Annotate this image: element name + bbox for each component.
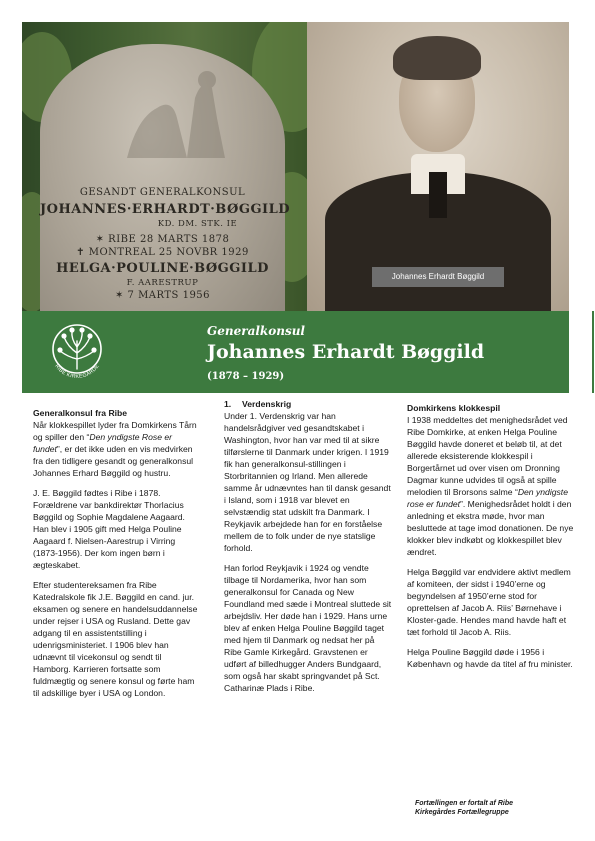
section-heading-world-war: 1. Verdenskrig	[224, 399, 292, 409]
title-banner	[22, 311, 569, 393]
storytelling-credit: Fortællingen er fortalt af Ribe Kirkegårdes Fortællegruppe	[415, 800, 514, 816]
paragraph-montreal: Han forlod Reykjavik i 1924 og vendte tilbage til Nordamerika, hvor han som generalkonsul for Canada og New Foundland med sæde i Montreal sluttede sit arbejdsliv. Her døde han i 1929. Hans urne blev af enken Helga Pouline Bøggild taget med hjem til Danmark og nedsat her på Ribe Gamle Kirkegård. Gravstenen er udført af billedhugger Anders Bundgaard, som også har skabt springvandet på Sct. Catharinæ Plads i Ribe.	[224, 563, 392, 693]
inscription-line-1: GESANDT GENERALKONSUL	[79, 187, 246, 198]
portrait-tie	[429, 172, 447, 218]
inscription-line-5: ✝ MONTREAL 25 NOVBR 1929	[76, 247, 249, 258]
paragraph-committee: Helga Bøggild var endvidere aktivt medlem af komiteen, der sidst i 1940’erne og begyndelsen af 1950’erne stod for oprettelsen af Jacob A. Riis’ Børnehave i Kloster-gade. Hendes mand havde haft et tæt forhold til Jacob A. Riis.	[407, 567, 571, 637]
column-1	[33, 407, 201, 707]
portrait-caption: Johannes Erhardt Bøggild	[372, 267, 504, 287]
paragraph-donation: I 1938 meddeltes det menighedsrådet ved Ribe Domkirke, at enken Helga Pouline Bøggild havde doneret et beløb til, at det allerede eksisterende klokkespil i Borgertårnet ud over visen om Dronning Dagmar kunne udvides til også at spille melodien til Brorsons salme “Den yndigste rose er fundet”. Menighedsrådet holdt i den anledning et ekstra møde, hvor man besluttede at tage imod donationen. De nye klokker blev indkøbt og klokkespillet blev ændret.	[407, 415, 574, 557]
inscription-line-6: HELGA·POULINE·BØGGILD	[56, 261, 269, 276]
column-3	[407, 402, 577, 678]
section-heading-ribe: Generalkonsul fra Ribe	[33, 408, 128, 418]
song-title: Den yndigste Rose er fundet	[33, 432, 173, 454]
inscription-line-3: KD. DM. STK. IE	[157, 219, 238, 229]
inscription-line-2: JOHANNES·ERHARDT·BØGGILD	[40, 202, 291, 217]
inscription-line-4: ✶ RIBE 28 MARTS 1878	[95, 234, 230, 245]
hymn-title: Den yndigste rose er fundet	[407, 487, 568, 509]
side-rule	[592, 311, 594, 393]
paragraph-intro: Når klokkespillet lyder fra Domkirkens Tårn og spiller den “Den yndigste Rose er fundet”, er det ikke uden en vis medvirken fra den tidligere gesandt og generalkonsul Johannes Erhard Bøggild og hustru.	[33, 420, 197, 478]
column-2	[224, 398, 392, 702]
section-heading-carillon: Domkirkens klokkespil	[407, 403, 501, 413]
paragraph-washington: Under 1. Verdenskrig var han handelsrådgiver ved gesandtskabet i Washington, hvor han var med til at sikre tilførslerne til Danmark under krigen. I 1919 fik han generalkonsul-stillingen i Storbritannien og Irland. Men allerede samme år udnævntes han til dansk gesandt i Island, som i 1918 var blevet en selvstændig stat udskilt fra Danmark. I Reykjavik arbejdede han for en forståelse mellem de to folk under de nye statslige forhold.	[224, 411, 391, 553]
inscription-line-8: ✶ 7 MARTS 1956	[114, 290, 211, 301]
gravestone-photo	[22, 22, 307, 311]
logo-text: RIBE KIRKEGÅRDE	[53, 363, 101, 380]
paragraph-death: Helga Pouline Bøggild døde i 1956 i København og havde da titel af fru minister.	[407, 647, 573, 669]
portrait-hair	[393, 36, 481, 80]
page-title: Johannes Erhardt Bøggild	[207, 341, 485, 363]
paragraph-education: Efter studentereksamen fra Ribe Katedralskole fik J.E. Bøggild en cand. jur. eksamen og senere en handelsuddannelse under rejser i USA og Rusland. Dette gav adgang til en assistentstilling i udenrigsministeriet. I 1906 blev han udnævnt til vicekonsul og sendt til Hamborg. Karrieren fortsatte som fuldmægtig og senere konsul og førte ham til adskillige byer i USA og London.	[33, 580, 198, 698]
banner-subtitle: Generalkonsul	[207, 324, 305, 338]
inscription-line-7: F. AARESTRUP	[126, 278, 199, 288]
paragraph-birth: J. E. Bøggild fødtes i Ribe i 1878. Forældrene var bankdirektør Thorlacius Bøggild og Sophie Magdalene Aagaard. Han blev i 1905 gift med Helga Pouline Aagaard f. Nielsen-Aarestrup i Virring (1873-1956). Der kom ingen børn i ægteskabet.	[33, 488, 185, 570]
stone-relief-figures	[117, 58, 237, 168]
ribe-kirkegaarde-logo	[46, 319, 108, 385]
life-years: (1878 – 1929)	[207, 371, 285, 382]
